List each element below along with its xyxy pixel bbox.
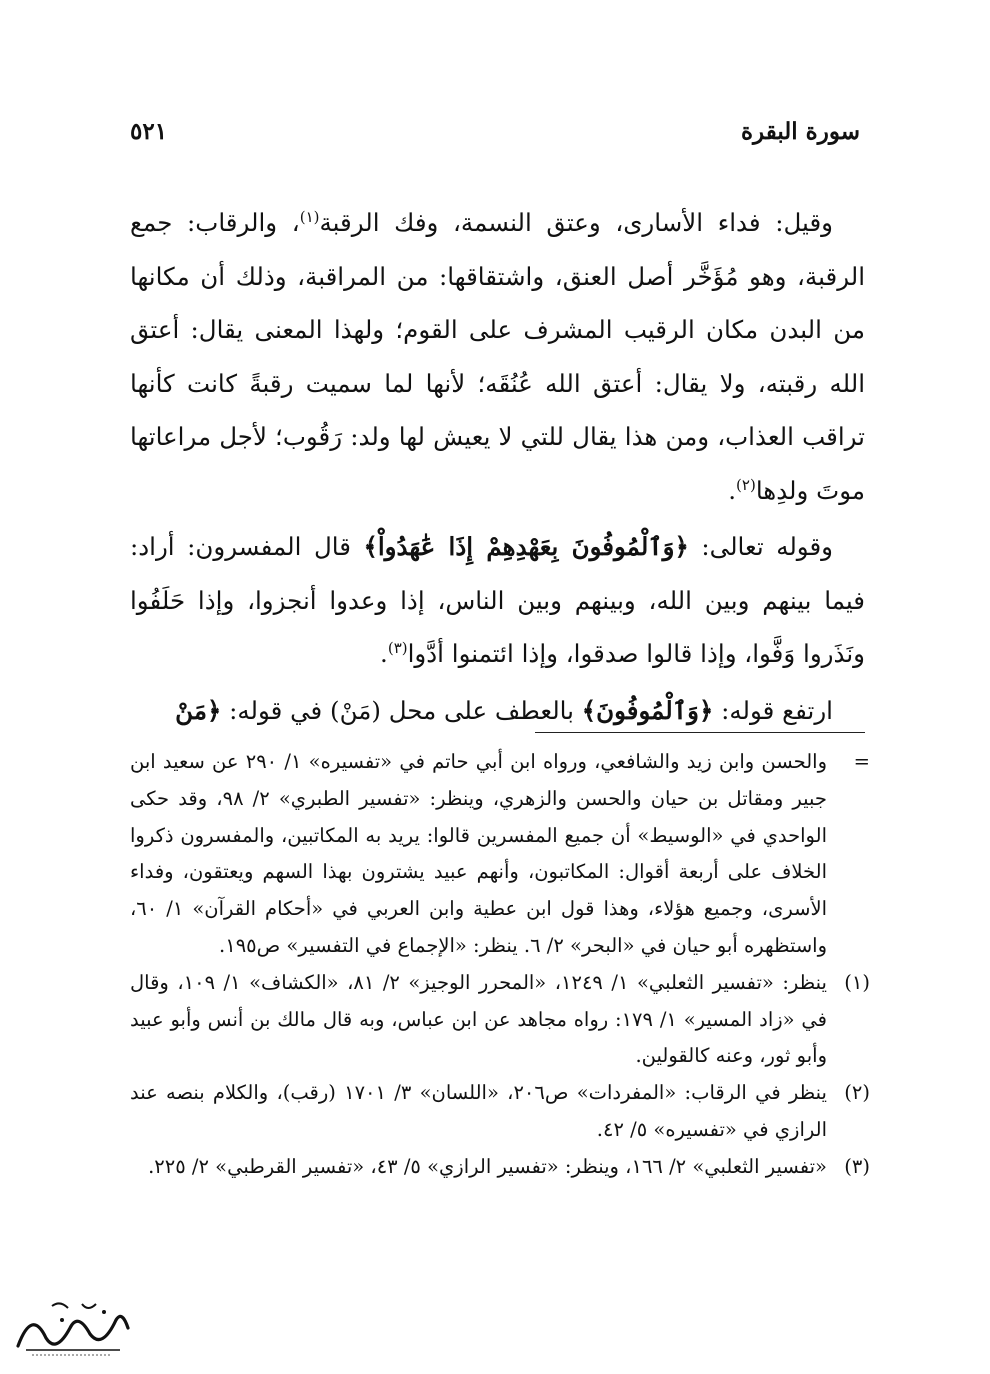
paragraph-2-end: . bbox=[380, 639, 388, 668]
main-text bbox=[130, 196, 865, 737]
paragraph-1-end: . bbox=[728, 475, 737, 505]
footnote-1 bbox=[130, 965, 872, 1075]
page-number: ٥٢١ bbox=[130, 118, 168, 145]
paragraph-2 bbox=[130, 520, 865, 681]
quran-quote: ﴿وَٱلْمُوفُونَ بِعَهْدِهِمْ إِذَا عَٰهَدُواْ﴾ bbox=[363, 532, 689, 561]
almostathmer-logo-icon bbox=[12, 1298, 132, 1358]
footnote-ref-3[interactable]: (٣) bbox=[387, 638, 408, 657]
footnote-text: ينظر في الرقاب: «المفردات» ص٢٠٦، «اللسان» ٣/ ١٧٠١ (رقب)، والكلام بنصه عند الرازي في «تفسيره» ٥/ ٤٢. bbox=[130, 1081, 827, 1141]
running-title: سورة البقرة bbox=[740, 118, 860, 145]
footnote-separator bbox=[535, 732, 865, 733]
page-header bbox=[130, 118, 860, 158]
footnote-continued bbox=[130, 744, 872, 965]
paragraph-1-text-a: وقيل: فداء الأسارى، وعتق النسمة، وفك الرقبة bbox=[319, 208, 833, 237]
quran-quote: ﴿وَٱلْمُوفُونَ﴾ bbox=[581, 695, 714, 725]
footnote-ref-2[interactable]: (٢) bbox=[736, 475, 756, 494]
footnote-mark: = bbox=[853, 750, 870, 773]
footnote-text: ينظر: «تفسير الثعلبي» ١/ ١٢٤٩، «المحرر الوجيز» ٢/ ٨١، «الكشاف» ١/ ١٠٩، وقال في «زاد المسير» ١/ ١٧٩: رواه مجاهد عن ابن عباس، وبه قال مالك بن أنس وأبو عبيد وأبو ثور، وعنه كالقولين. bbox=[130, 970, 827, 1068]
paragraph-3-text-b: بالعطف على محل (مَنْ) في قوله: bbox=[221, 695, 582, 725]
footnote-mark: (١) bbox=[844, 970, 870, 994]
footnote-mark: (٣) bbox=[844, 1154, 870, 1178]
footnote-ref-1[interactable]: (١) bbox=[299, 207, 320, 226]
footnote-text: «تفسير الثعلبي» ٢/ ١٦٦، وينظر: «تفسير الرازي» ٥/ ٤٣، «تفسير القرطبي» ٢/ ٢٢٥. bbox=[148, 1154, 827, 1178]
paragraph-2-text-a: وقوله تعالى: bbox=[688, 532, 833, 561]
paragraph-3 bbox=[130, 684, 865, 738]
paragraph-1-text-b: ، والرقاب: جمع الرقبة، وهو مُؤَخَّر أصل العنق، واشتقاقها: من المراقبة، وذلك أن مكانها من البدن مكان الرقيب المشرف على القوم؛ ولهذا المعنى يقال: أعتق الله رقبته، ولا يقال: أعتق الله عُنُقَه؛ لأنها لما سميت رقبةً كانت كأنها تراقب العذاب، ومن هذا يقال للتي لا يعيش لها ولد: رَقُوب؛ لأجل مراعاتها موتَ ولدِها bbox=[130, 208, 865, 505]
footnotes bbox=[130, 744, 872, 1186]
footnote-3 bbox=[130, 1149, 872, 1186]
paragraph-1 bbox=[130, 196, 865, 517]
footnote-2 bbox=[130, 1075, 872, 1149]
footnote-text: والحسن وابن زيد والشافعي، ورواه ابن أبي حاتم في «تفسيره» ١/ ٢٩٠ عن سعيد ابن جبير ومقاتل بن حيان والحسن والزهري، وينظر: «تفسير الطبري» ٢/ ٩٨، وقد حكى الواحدي في «الوسيط» أن جميع المفسرين قالوا: يريد به المكاتبين، والمفسرون ذكروا الخلاف على أربعة أقوال: المكاتبون، وأنهم عبيد يشترون بهذا السهم ويعتقون، وفداء الأسرى، وجميع هؤلاء، وهذا قول ابن عطية وابن العربي في «أحكام القرآن» ١/ ٦٠، واستظهره أبو حيان في «البحر» ٢/ ٦. ينظر: «الإجماع في التفسير» ص١٩٥. bbox=[130, 750, 827, 957]
paragraph-3-text-a: ارتفع قوله: bbox=[713, 695, 833, 725]
quran-quote: ﴿مَنْ bbox=[175, 695, 222, 725]
footnote-mark: (٢) bbox=[844, 1081, 870, 1105]
paragraph-2-text-b: قال المفسرون: أراد: فيما بينهم وبين الله، وبينهم وبين الناس، إذا وعدوا أنجزوا، وإذا حَلَفُوا ونَذَروا وَفَّوا، وإذا قالوا صدقوا، وإذا ائتمنوا أدَّوا bbox=[130, 532, 865, 668]
